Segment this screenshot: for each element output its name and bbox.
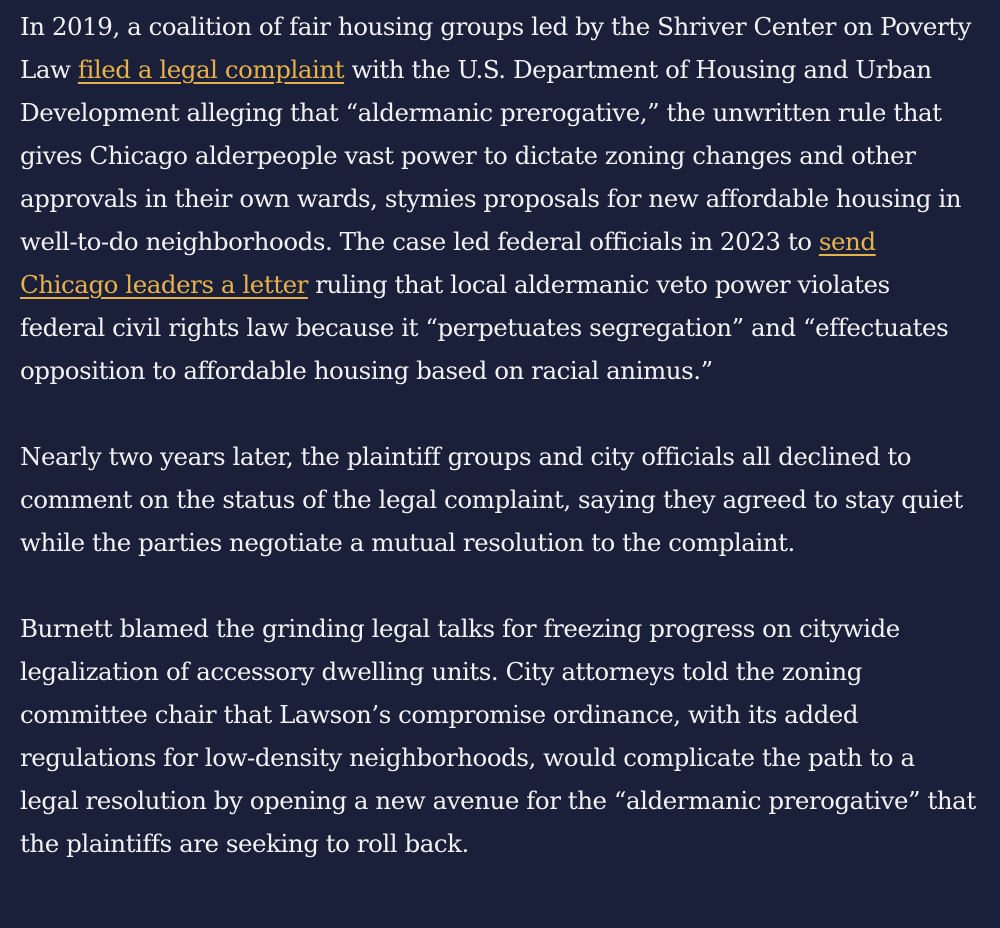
paragraph-1-text-c: ruling that local aldermanic veto power violates federal civil rights law because it “perpetuates segregation” and “effectuates opposition to affordable housing based on racial animus.” xyxy=(20,270,949,385)
paragraph-3: Burnett blamed the grinding legal talks for freezing progress on citywide legalization of accessory dwelling units. City attorneys told the zoning committee chair that Lawson’s compromise ordinance, with its added regulations for low-density neighborhoods, would complicate the path to a legal resolution by opening a new avenue for the “aldermanic prerogative” that the plaintiffs are seeking to roll back. xyxy=(20,614,976,858)
paragraph-1-text-a: In 2019, a coalition of fair housing groups led by the Shriver Center on Poverty Law xyxy=(20,12,972,84)
hud-letter-link[interactable]: send Chicago leaders a letter xyxy=(20,227,876,299)
filed-complaint-link[interactable]: filed a legal complaint xyxy=(77,55,345,84)
paragraph-1-text-b: with the U.S. Department of Housing and Urban Development alleging that “aldermanic prerogative,” the unwritten rule that gives Chicago alderpeople vast power to dictate zoning changes and other approvals in their own wards, stymies proposals for new affordable housing in well-to-do neighborhoods. The case led federal officials in 2023 to xyxy=(20,55,962,256)
paragraph-2: Nearly two years later, the plaintiff groups and city officials all declined to comment on the status of the legal complaint, saying they agreed to stay quiet while the parties negotiate a mutual resolution to the complaint. xyxy=(20,442,963,557)
paragraph-1 xyxy=(20,5,980,392)
